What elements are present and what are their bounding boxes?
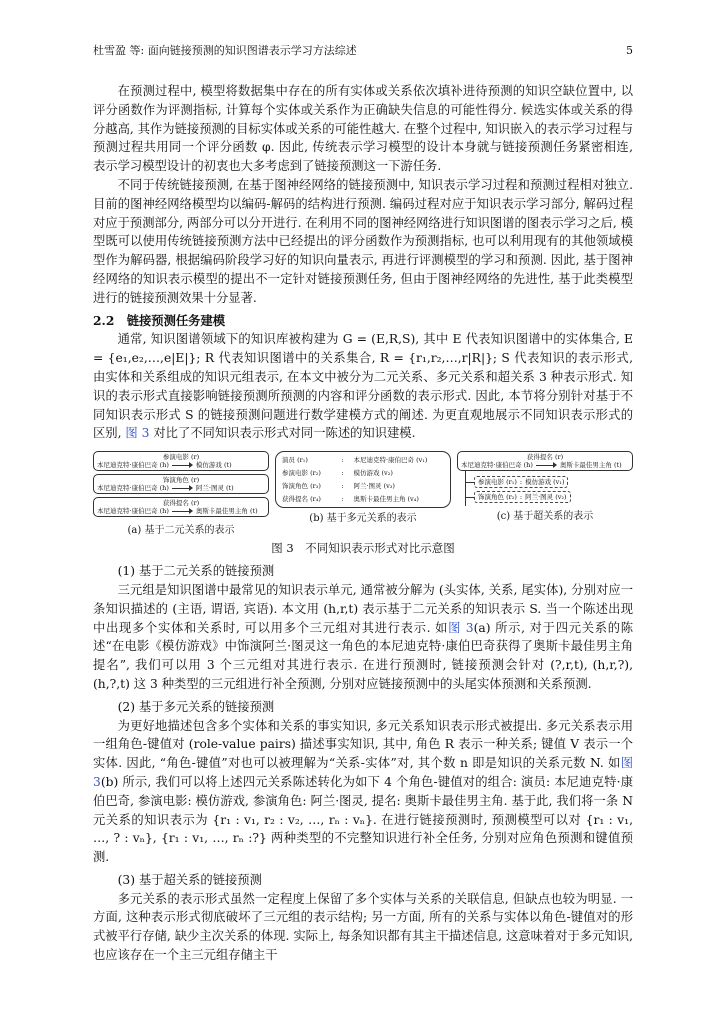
text: 通常, 知识图谱领域下的知识库被构建为 G = (E,R,S), 其中 E 代表知识图谱中的实体集合, E = {e₁,e₂,…,e|E|}; R 代表知识图谱中的关系集合, R = {r₁,r₂,…,r|R|}; S 代表知识的表示形式, 由实体和关系组成的知识元组表示, 在本文中被分为二元关系、多元关系和超关系 3 种表示形式. 知识的表示形式直接影响链接预测所预测的内容和评分函数的表示形式. 因此, 本节将分别针对基于不同知识表示形式 S 的链接预测问题进行数学建模方式的阐述. 为更直观地展示不同知识表示形式的区别, (93, 332, 633, 441)
head-entity: 本尼迪克特·康伯巴奇 (h) (97, 461, 169, 470)
role-label: 饰演角色 (r₂) (478, 493, 517, 502)
value-label: 模仿游戏 (v₂) (353, 469, 393, 478)
paragraph: 多元关系的表示形式虽然一定程度上保留了多个实体与关系的关联信息, 但缺点也较为明显. 一方面, 这种表示形式彻底破坏了三元组的表示结构; 另一方面, 所有的关系与实体以角色-键值对的形式被平行存储, 缺少主次关系的体现. 实际上, 每条知识都有其主干描述信息, 这意味着对于多元知识, 也应该存在一个主三元组存储主干 (93, 891, 633, 963)
head-entity: 本尼迪克特·康伯巴奇 (h) (97, 507, 169, 516)
subsection-heading: (3) 基于超关系的链接预测 (117, 872, 262, 887)
figure-link[interactable]: 图 3 (448, 620, 474, 635)
value-label: 本尼迪克特·康伯巴奇 (v₁) (353, 456, 428, 465)
relation-label: 参演电影 (r) (162, 453, 200, 462)
value-label: 阿兰·图灵 (v₃) (353, 482, 395, 491)
figure-link[interactable]: 图 3 (93, 756, 633, 789)
connector-line (466, 482, 474, 483)
role-label: 演员 (r₁) (282, 456, 308, 465)
subfigure-caption: (a) 基于二元关系的表示 (127, 525, 235, 537)
head-entity: 本尼迪克特·康伯巴奇 (h) (461, 461, 533, 470)
figure-link[interactable]: 图 3 (125, 426, 150, 441)
relation-label: 获得提名 (r) (162, 499, 200, 508)
text: (b) 所示, 我们可以将上述四元关系陈述转化为如下 4 个角色-键值对的组合: 演员: 本尼迪克特·康伯巴奇, 参演电影: 模仿游戏, 参演角色: 阿兰·图灵, 提名: 奥斯卡最佳男主角. 基于此, 我们将一条 N 元关系的知识表示为 {r₁ : v₁, r₂ : v₂, …, rₙ : vₙ}. 在进行链接预测时, 预测模型可以对 {r₁ : v₁, …, ? : vₙ}, {r₁ : v₁, …, rₙ :?} 两种类型的不完整知识进行补全任务, 分别对应角色预测和键值预测. (93, 774, 633, 865)
section-heading: 2.2 链接预测任务建模 (93, 312, 226, 328)
tail-entity: 奥斯卡最佳男主角 (t) (559, 461, 622, 470)
paragraph (93, 330, 633, 443)
role-label: 获得提名 (r₄) (282, 495, 321, 504)
separator: : (341, 495, 344, 504)
text: 对比了不同知识表示形式对同一陈述的知识建模. (149, 426, 416, 441)
separator: : (341, 469, 344, 478)
tail-entity: 模仿游戏 (t) (195, 461, 232, 470)
arrow-icon (536, 465, 554, 466)
panel-b (275, 451, 451, 525)
connector-line (466, 497, 474, 498)
separator: : (341, 456, 344, 465)
value-label: 模仿游戏 (v₁) (525, 478, 565, 487)
head-entity: 本尼迪克特·康伯巴奇 (h) (97, 484, 169, 493)
triple-box (93, 474, 269, 494)
subfigure-caption: (c) 基于超关系的表示 (496, 511, 594, 523)
panel-a (93, 451, 269, 537)
role-label: 参演电影 (r₂) (282, 469, 321, 478)
paragraph (93, 717, 633, 867)
subsection-heading: (1) 基于二元关系的链接预测 (117, 564, 275, 579)
value-label: 奥斯卡最佳男主角 (v₄) (353, 495, 419, 504)
subfigure-caption: (b) 基于多元关系的表示 (309, 513, 417, 525)
text: 为更好地描述包含多个实体和关系的事实知识, 多元关系知识表示形式被提出. 多元关系表示用一组角色-键值对 (role-value pairs) 描述事实知识, 其中, 角色 R 表示一种关系; 键值 V 表示一个实体. 因此, “角色-键值”对也可以被理解为“关系-实体”对, 其个数 n 即是知识的关系元数 N. 如 (93, 718, 633, 771)
page-number: 5 (626, 44, 633, 57)
triple-box (93, 497, 269, 517)
panel-c (457, 451, 633, 523)
tail-entity: 奥斯卡最佳男主角 (t) (195, 507, 258, 516)
separator: : (519, 493, 523, 502)
text: 三元组是知识图谱中最常见的知识表示单元, 通常被分解为 (头实体, 关系, 尾实体), 分别对应一条知识描述的 (主语, 谓语, 宾语). 本文用 (h,r,t) 表示基于二元关系的知识表示 S. 当一个陈述出现中出现多个实体和关系时, 可以用多个三元组对其进行表示. 如 (93, 582, 633, 635)
relation-label: 饰演角色 (r) (162, 476, 200, 485)
figure-3 (93, 451, 633, 537)
text: (a) 所示, 对于四元关系的陈述“在电影《模仿游戏》中饰演阿兰·图灵这一角色的本尼迪克特·康伯巴奇获得了奥斯卡最佳男主角提名”, 我们可以用 3 个三元组对其进行表示. 在进行预测时, 链接预测会针对 (?,r,t), (h,r,?), (h,?,t) 这 3 种类型的三元组进行补全预测, 分别对应链接预测中的头尾实体预测和关系预测. (93, 620, 634, 691)
role-label: 饰演角色 (r₃) (282, 482, 321, 491)
arrow-icon (172, 511, 190, 512)
value-label: 阿兰·图灵 (v₂) (525, 493, 567, 502)
separator: : (519, 478, 523, 487)
running-title: 杜雪盈 等: 面向链接预测的知识图谱表示学习方法综述 (93, 44, 357, 57)
subsection-heading: (2) 基于多元关系的链接预测 (117, 699, 275, 714)
arrow-icon (172, 465, 190, 466)
paragraph (93, 581, 633, 694)
tail-entity: 阿兰·图灵 (t) (195, 484, 234, 493)
separator: : (341, 482, 344, 491)
role-label: 参演电影 (r₁) (478, 478, 517, 487)
qualifier-box (474, 491, 571, 503)
main-triple-box (457, 451, 633, 471)
paragraph: 在预测过程中, 模型将数据集中存在的所有实体或关系依次填补进待预测的知识空缺位置中, 以评分函数作为评测指标, 计算每个实体或关系作为正确缺失信息的可能性得分. 候选实体或关系的得分越高, 其作为链接预测的目标实体或关系的可能性越大. 在整个过程中, 知识嵌入的表示学习过程与预测过程共用同一个评分函数 φ. 因此, 传统表示学习模型的设计本身就与链接预测任务紧密相连, 表示学习模型设计的初衷也大多考虑到了链接预测这一下游任务. (93, 84, 633, 174)
nary-box (275, 451, 451, 508)
paragraph: 不同于传统链接预测, 在基于图神经网络的链接预测中, 知识表示学习过程和预测过程相对独立. 目前的图神经网络模型均以编码-解码的结构进行预测. 编码过程对应于知识表示学习部分, 解码过程对应于预测部分, 两部分可以分开进行. 在利用不同的图神经网络进行知识图谱的图表示学习之后, 模型既可以使用传统链接预测方法中已经提出的评分函数作为预测指标, 也可以利用现有的其他领域模型作为解码器, 根据编码阶段学习好的知识向量表示, 再进行评测模型的学习和预测. 因此, 基于图神经网络的知识表示模型的提出不一定针对链接预测任务, 但由于图神经网络的先进性, 基于此类模型进行的链接预测效果十分显著. (93, 177, 633, 305)
qualifier-box (474, 476, 568, 488)
relation-label: 获得提名 (r) (526, 453, 564, 462)
arrow-icon (172, 488, 190, 489)
triple-box (93, 451, 269, 471)
figure-caption: 图 3 不同知识表示形式对比示意图 (271, 541, 455, 556)
page-header (93, 44, 633, 58)
qualifier-connector (465, 471, 633, 506)
